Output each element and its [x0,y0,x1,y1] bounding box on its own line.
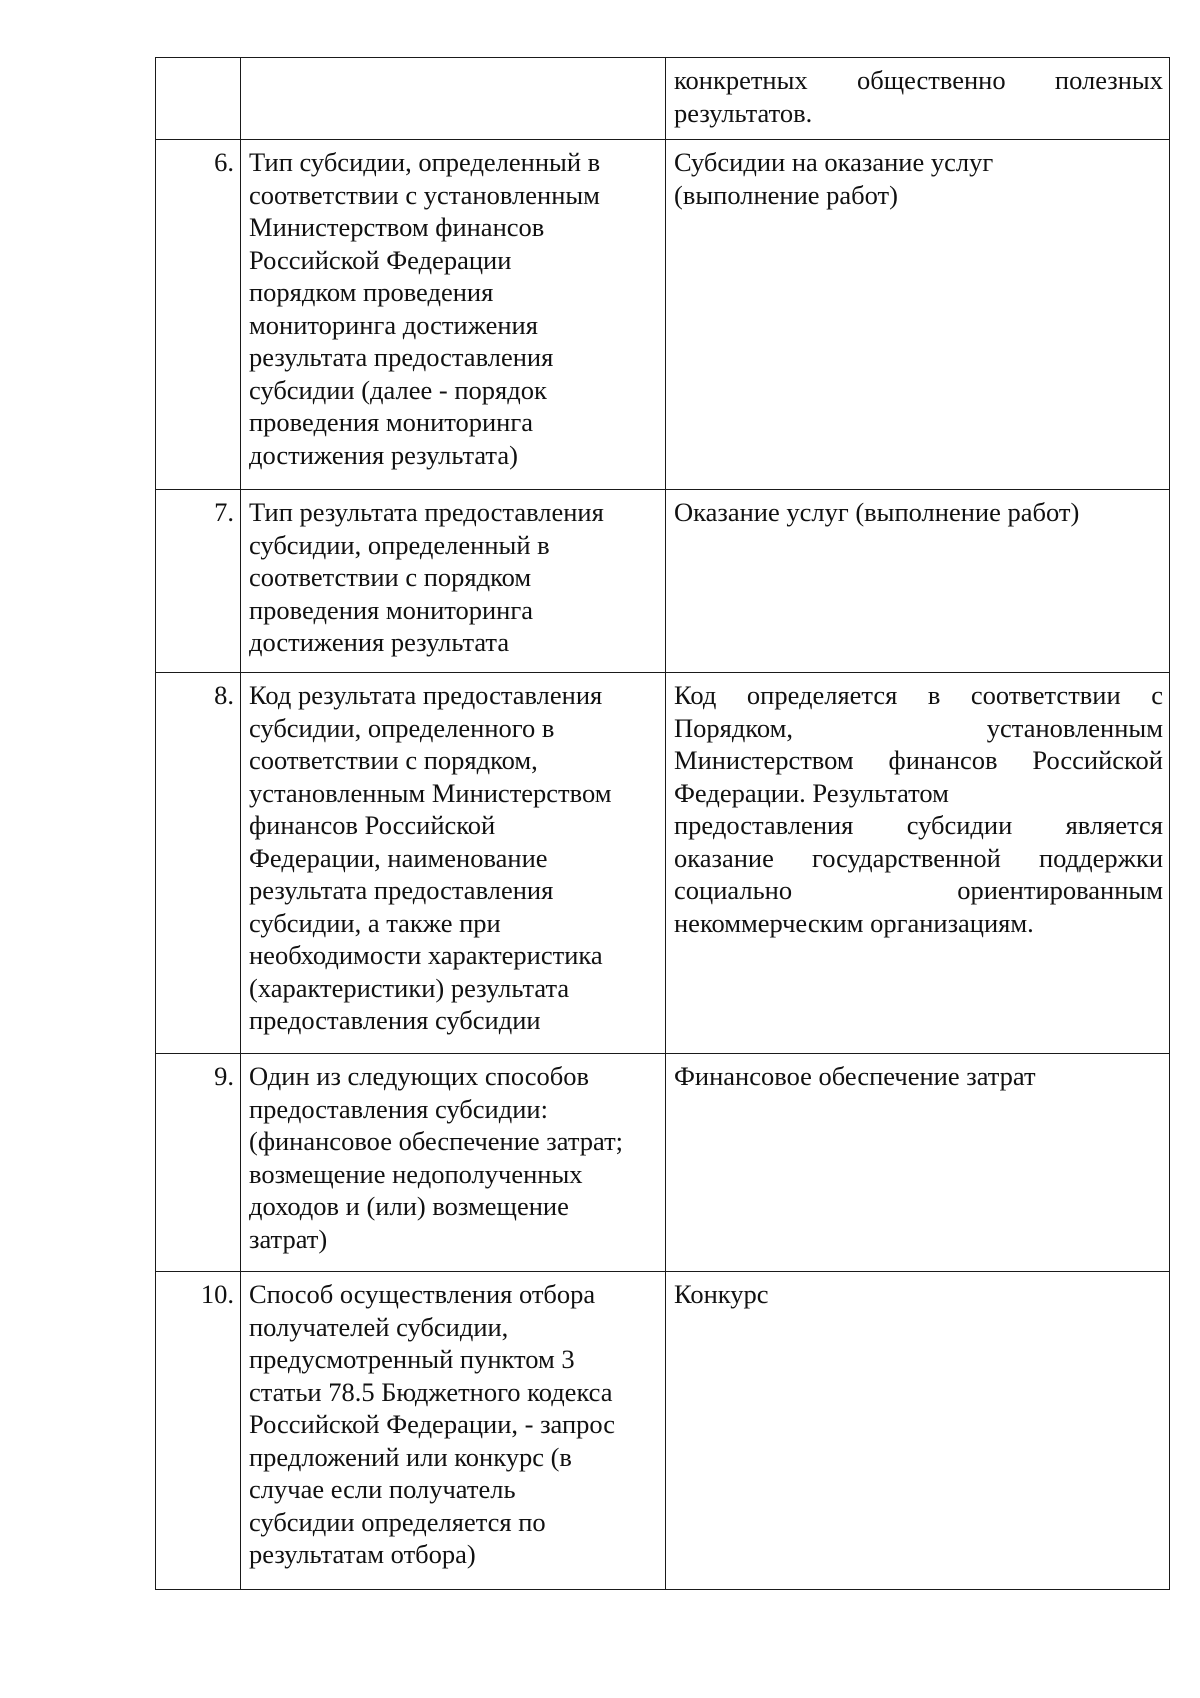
row-value-cell: Оказание услуг (выполнение работ) [666,490,1170,673]
value-line: Федерации. Результатом [674,777,949,808]
value-line: оказание государственной поддержки [674,842,1163,873]
row-value-cell: Конкурс [666,1272,1170,1590]
row-number-cell: 6. [156,140,241,490]
row-description-cell: Тип результата предоставления субсидии, определенный в соответствии с порядком проведения мониторинга достижения результата [241,490,666,673]
value-line: некоммерческим организациям. [674,907,1034,938]
table-row-9 [156,1054,1170,1272]
table-row-10 [156,1272,1170,1590]
row-number-cell: 7. [156,490,241,673]
row-description-cell: Код результата предоставления субсидии, определенного в соответствии с порядком, установленным Министерством финансов Российской Федерации, наименование результата предоставления субсидии, а также при необходимости характеристика (характеристики) результата предоставления субсидии [241,673,666,1054]
table-row-continuation [156,58,1170,140]
row-value-cell: Субсидии на оказание услуг (выполнение работ) [666,140,1170,490]
row-description-cell: Способ осуществления отбора получателей субсидии, предусмотренный пунктом 3 статьи 78.5 Бюджетного кодекса Российской Федерации, - запрос предложений или конкурс (в случае если получатель субсидии определяется по результатам отбора) [241,1272,666,1590]
table-row-6 [156,140,1170,490]
row-number-cell: 10. [156,1272,241,1590]
value-line: Порядком, установленным [674,712,1163,743]
row-description-cell: Тип субсидии, определенный в соответствии с установленным Министерством финансов Российской Федерации порядком проведения мониторинга достижения результата предоставления субсидии (далее - порядок проведения мониторинга достижения результата) [241,140,666,490]
value-line: Код определяется в соответствии с [674,680,1163,710]
value-line: конкретных общественно полезных [674,65,1163,95]
table-row-7 [156,490,1170,673]
subsidy-parameters-table [155,57,1170,1590]
row-value-cell [666,673,1170,1054]
row-number-cell: 8. [156,673,241,1054]
row-value-cell: Финансовое обеспечение затрат [666,1054,1170,1272]
row-number-cell: 9. [156,1054,241,1272]
row-value-cell [666,58,1170,140]
row-description-cell: Один из следующих способов предоставления субсидии: (финансовое обеспечение затрат; возмещение недополученных доходов и (или) возмещение затрат) [241,1054,666,1272]
table-row-8 [156,673,1170,1054]
value-line: социально ориентированным [674,875,1163,905]
value-line: результатов. [674,97,813,128]
value-line: предоставления субсидии является [674,810,1163,840]
row-description-cell [241,58,666,140]
row-number-cell [156,58,241,140]
value-line: Министерством финансов Российской [674,745,1163,775]
